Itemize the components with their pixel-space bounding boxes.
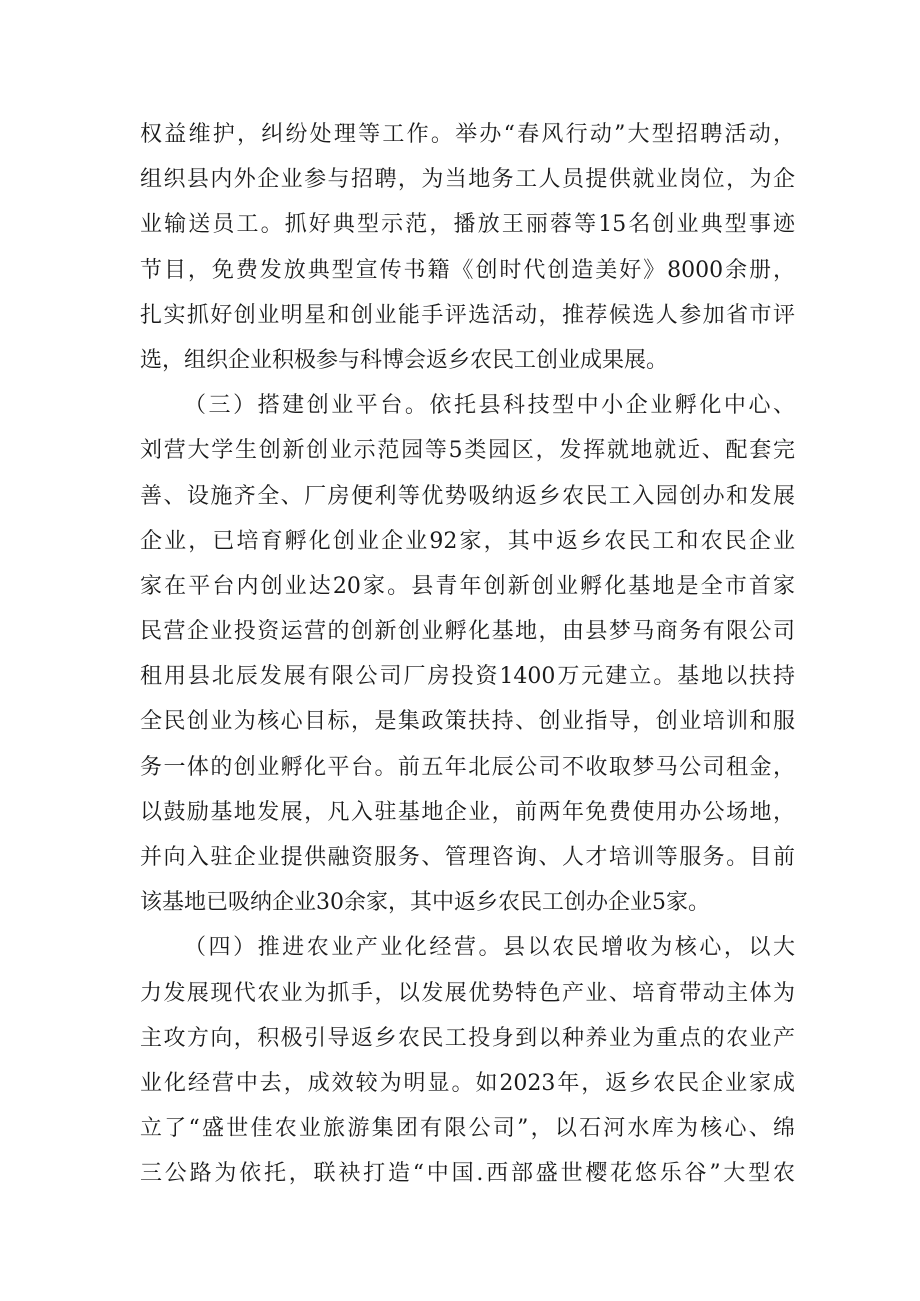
text-line: 节目，免费发放典型宣传书籍《创时代创造美好》8000余册，: [140, 257, 795, 283]
text-line: 力发展现代农业为抓手，以发展优势特色产业、培育带动主体为: [140, 980, 795, 1006]
text-line: 务一体的创业孵化平台。前五年北辰公司不收取梦马公司租金，: [140, 754, 795, 780]
text-line: 民营企业投资运营的创新创业孵化基地，由县梦马商务有限公司: [140, 619, 795, 645]
text-line: 并向入驻企业提供融资服务、管理咨询、人才培训等服务。目前: [140, 845, 795, 870]
text-line: 组织县内外企业参与招聘，为当地务工人员提供就业岗位，为企: [140, 167, 795, 193]
paragraph-first-line: （四）推进农业产业化经营。县以农民增收为核心，以大: [184, 935, 795, 961]
text-line: 权益维护，纠纷处理等工作。举办“春风行动”大型招聘活动，: [140, 122, 795, 147]
text-line: 立了“盛世佳农业旅游集团有限公司”，以石河水库为核心、绵: [140, 1116, 795, 1142]
text-line: 业输送员工。抓好典型示范，播放王丽蓉等15名创业典型事迹: [140, 212, 795, 238]
text-line: 刘营大学生创新创业示范园等5类园区，发挥就地就近、配套完: [140, 438, 795, 464]
text-line: 选，组织企业积极参与科博会返乡农民工创业成果展。: [140, 347, 669, 373]
text-line: 主攻方向，积极引导返乡农民工投身到以种养业为重点的农业产: [140, 1025, 795, 1051]
text-line: 全民创业为核心目标，是集政策扶持、创业指导，创业培训和服: [140, 709, 795, 735]
text-line: 企业，已培育孵化创业企业92家，其中返乡农民工和农民企业: [140, 528, 795, 554]
text-line: 扎实抓好创业明星和创业能手评选活动，推荐候选人参加省市评: [140, 302, 795, 328]
text-line: 以鼓励基地发展，凡入驻基地企业，前两年免费使用办公场地，: [140, 799, 795, 825]
paragraph-first-line: （三）搭建创业平台。依托县科技型中小企业孵化中心、: [184, 393, 795, 419]
text-line: 善、设施齐全、厂房便利等优势吸纳返乡农民工入园创办和发展: [140, 483, 795, 509]
text-line: 业化经营中去，成效较为明显。如2023年，返乡农民企业家成: [140, 1070, 795, 1096]
body-text: [140, 112, 795, 1197]
text-line: 该基地已吸纳企业30余家，其中返乡农民工创办企业5家。: [140, 890, 710, 916]
text-line: 三公路为依托，联袂打造“中国.西部盛世樱花悠乐谷”大型农: [140, 1161, 795, 1187]
text-line: 家在平台内创业达20家。县青年创新创业孵化基地是全市首家: [140, 573, 795, 599]
text-line: 租用县北辰发展有限公司厂房投资1400万元建立。基地以扶持: [140, 664, 795, 690]
